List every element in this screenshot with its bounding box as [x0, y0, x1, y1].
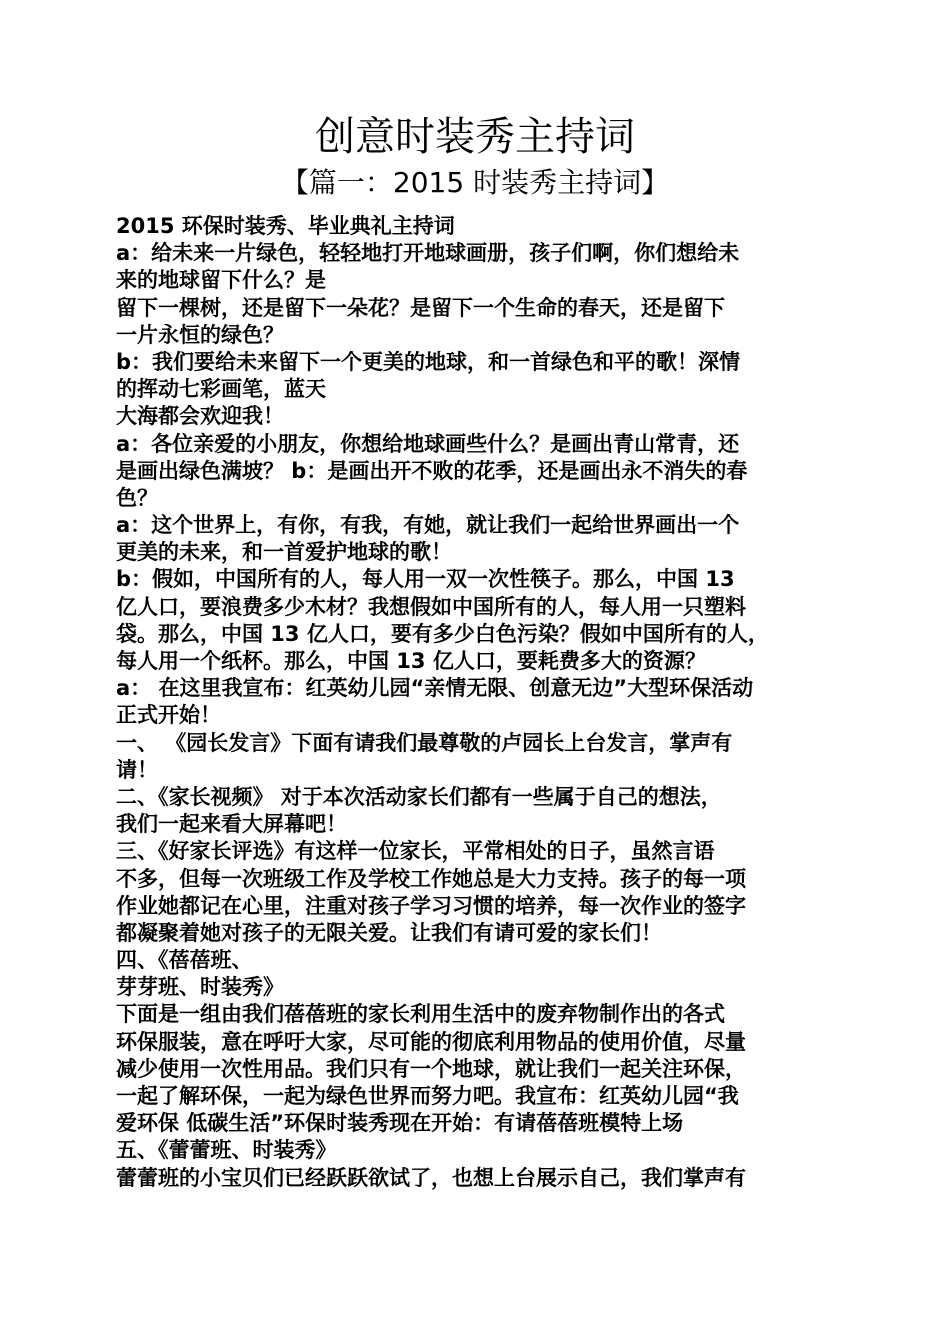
body-line: a：各位亲爱的小朋友，你想给地球画些什么？是画出青山常青，还: [116, 431, 740, 456]
body-line: 大海都会欢迎我！: [116, 404, 284, 429]
body-line: 色？: [116, 485, 158, 510]
body-line: 正式开始！: [116, 703, 221, 728]
body-line: a： 在这里我宣布：红英幼儿园“亲情无限、创意无边”大型环保活动: [116, 676, 754, 701]
body-line: 蕾蕾班的小宝贝们已经跃跃欲试了，也想上台展示自己，我们掌声有: [116, 1165, 746, 1190]
body-line: 四、《蓓蓓班、: [116, 948, 253, 973]
body-line: 袋。那么，中国 13 亿人口，要有多少白色污染？假如中国所有的人，: [116, 621, 769, 646]
body-line: 二、《家长视频》 对于本次活动家长们都有一些属于自己的想法，: [116, 784, 722, 809]
body-line: 我们一起来看大屏幕吧！: [116, 812, 347, 837]
body-line: 三、《好家长评选》有这样一位家长，平常相处的日子，虽然言语: [116, 839, 715, 864]
body-line: 都凝聚着她对孩子的无限关爱。让我们有请可爱的家长们！: [116, 920, 662, 945]
body-line: 下面是一组由我们蓓蓓班的家长利用生活中的废弃物制作出的各式: [116, 1002, 725, 1027]
body-line: 减少使用一次性用品。我们只有一个地球，就让我们一起关注环保，: [116, 1056, 746, 1081]
document-subtitle: 【篇一：2015 时装秀主持词】: [280, 166, 670, 199]
body-line: a：给未来一片绿色，轻轻地打开地球画册，孩子们啊，你们想给未: [116, 241, 740, 266]
body-line: 环保服装，意在呼吁大家，尽可能的彻底利用物品的使用价值，尽量: [116, 1029, 746, 1054]
document-title: 创意时装秀主持词: [315, 114, 635, 160]
body-line: 一片永恒的绿色？: [116, 322, 284, 347]
body-line: 不多，但每一次班级工作及学校工作她总是大力支持。孩子的每一项: [116, 866, 746, 891]
body-line: a：这个世界上，有你，有我，有她，就让我们一起给世界画出一个: [116, 513, 740, 538]
body-line: 来的地球留下什么？是: [116, 268, 326, 293]
body-line: 五、《蕾蕾班、时装秀》: [116, 1138, 337, 1163]
document-body: [116, 213, 838, 1192]
body-line: 亿人口，要浪费多少木材？我想假如中国所有的人，每人用一只塑料: [116, 594, 746, 619]
body-line: 更美的未来，和一首爱护地球的歌！: [116, 540, 452, 565]
body-line: 芽芽班、时装秀》: [116, 975, 284, 1000]
body-line: 作业她都记在心里，注重对孩子学习习惯的培养，每一次作业的签字: [116, 893, 746, 918]
body-line: 每人用一个纸杯。那么，中国 13 亿人口，要耗费多大的资源？: [116, 649, 706, 673]
body-line: 一、 《园长发言》下面有请我们最尊敬的卢园长上台发言，掌声有: [116, 730, 733, 755]
body-line: 的挥动七彩画笔，蓝天: [116, 377, 326, 402]
body-line: b：我们要给未来留下一个更美的地球，和一首绿色和平的歌！深情: [116, 349, 741, 374]
body-line: 请！: [116, 757, 158, 782]
body-line: 爱环保 低碳生活”环保时装秀现在开始：有请蓓蓓班模特上场: [116, 1111, 684, 1136]
body-line: 一起了解环保，一起为绿色世界而努力吧。我宣布：红英幼儿园“我: [116, 1084, 739, 1108]
body-line: 是画出绿色满坡？ b：是画出开不败的花季，还是画出永不消失的春: [116, 458, 748, 483]
body-line: 留下一棵树，还是留下一朵花？是留下一个生命的春天，还是留下: [116, 295, 725, 320]
body-line: 2015 环保时装秀、毕业典礼主持词: [116, 214, 455, 238]
body-line: b：假如，中国所有的人，每人用一双一次性筷子。那么，中国 13: [116, 567, 735, 592]
